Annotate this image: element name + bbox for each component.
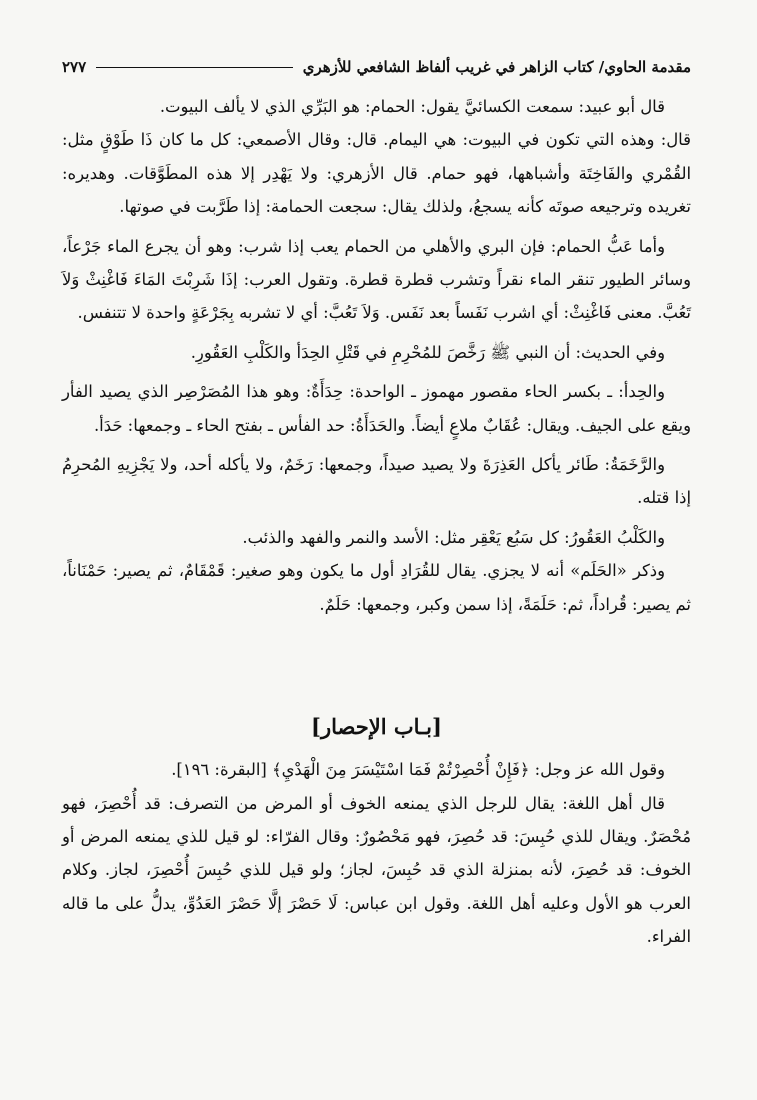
paragraph: والرَّخَمَةُ: طَائر يأكل العَذِرَةَ ولا يصيد صيداً، وجمعها: رَخَمٌ، ولا يأكله أحد، ولا يَجْزِيهِ المُحرِمُ إذا قتله.	[62, 455, 691, 508]
paragraph: قال: وهذه التي تكون في البيوت: هي اليمام. قال: وقال الأصمعي: كل ما كان ذَا طَوْقٍ مثل: القُمْري والفَاخِتَة وأشباهها، فهو حمام. قال الأزهري: ولا يَهْدِر إلا هذه المطَوَّقات. وهديره: تغريده وترجيعه صوتَه كأنه يسجعُ، ولذلك يقال: سجعت الحمامة: إذا طَرَّبت في صوتها.	[62, 130, 691, 217]
book-title: مقدمة الحاوي/ كتاب الزاهر في غريب ألفاظ الشافعي للأزهري	[302, 58, 691, 76]
paragraph: والحِدأ: ـ بكسر الحاء مقصور مهموز ـ الواحدة: حِدَأَةٌ: وهو هذا المُصَرْصِر الذي يصيد الفأر ويقع على الجيف. ويقال: عُقَابٌ ملاعٍ أيضاً. والحَدَأَةُ: حد الفأس ـ بفتح الحاء ـ وجمعها: حَدَأ.	[62, 382, 691, 435]
paragraph: والكَلْبُ العَقُورُ: كل سَبُع يَعْقِر مثل: الأسد والنمر والفهد والذئب.	[242, 527, 665, 547]
paragraph: وفي الحديث: أن النبي ﷺ رَخَّصَ للمُحْرِمِ في قَتْلِ الحِدَأ والكَلْبِ العَقُورِ.	[190, 342, 665, 362]
chapter-heading	[62, 707, 691, 747]
running-header	[62, 52, 691, 82]
paragraph: وذكر «الحَلَم» أنه لا يجزي. يقال للقُرَادِ أول ما يكون وهو صغير: قَمْقَامٌ، ثم يصير: حَمْنَاناً، ثم يصير: قُراداً، ثم: حَلَمَةً، إذا سمن وكبر، وجمعها: حَلَمٌ.	[62, 561, 691, 614]
header-rule	[96, 67, 293, 68]
paragraph: قال أبو عبيد: سمعت الكسائيَّ يقول: الحمام: هو البَرِّي الذي لا يألف البيوت.	[159, 97, 665, 116]
quran-verse-paragraph: وقول الله عز وجل: ﴿فَإِنْ أُحْصِرْتُمْ فَمَا اسْتَيْسَرَ مِنَ الْهَدْيِ﴾ [البقرة: ١٩٦].	[171, 760, 665, 780]
chapter-title: [بـاب الإحصار]	[311, 714, 442, 740]
paragraph: وأما عَبُّ الحمام: فإن البري والأهلي من الحمام يعب إذا شرب: وهو أن يجرع الماء جَرْعاً، وسائر الطيور تنقر الماء نقراً وتشرب قطرة قطرة. وتقول العرب: إذَا شَرِبْتَ المَاءَ فَاغْنِثْ وَلاَ تَعُبَّ. معنى فَاغْنِثْ: أي اشرب نَفَساً بعد نَفَس. وَلاَ تَعُبَّ: أي لا تشربه بِجَرْعَةٍ واحدة لا تتنفس.	[62, 236, 691, 323]
page-number: ٢٧٧	[62, 58, 87, 76]
paragraph: قال أهل اللغة: يقال للرجل الذي يمنعه الخوف أو المرض من التصرف: قد أُحْصِرَ، فهو مُحْصَرٌ. ويقال للذي حُبِسَ: قد حُصِرَ، فهو مَحْصُورٌ: وقال الفرّاء: لو قيل للذي يمنعه المرض أو الخوف: قد حُصِرَ، لأنه بمنزلة الذي قد حُبِسَ، لجاز؛ ولو قيل للذي حُبِسَ أُحْصِرَ، لجاز. وكلام العرب هو الأول وعليه أهل اللغة. وقول ابن عباس: لَا حَصْرَ إلَّا حَصْرَ العَدُوِّ، يدلُّ على ما قاله الفراء.	[62, 793, 691, 947]
